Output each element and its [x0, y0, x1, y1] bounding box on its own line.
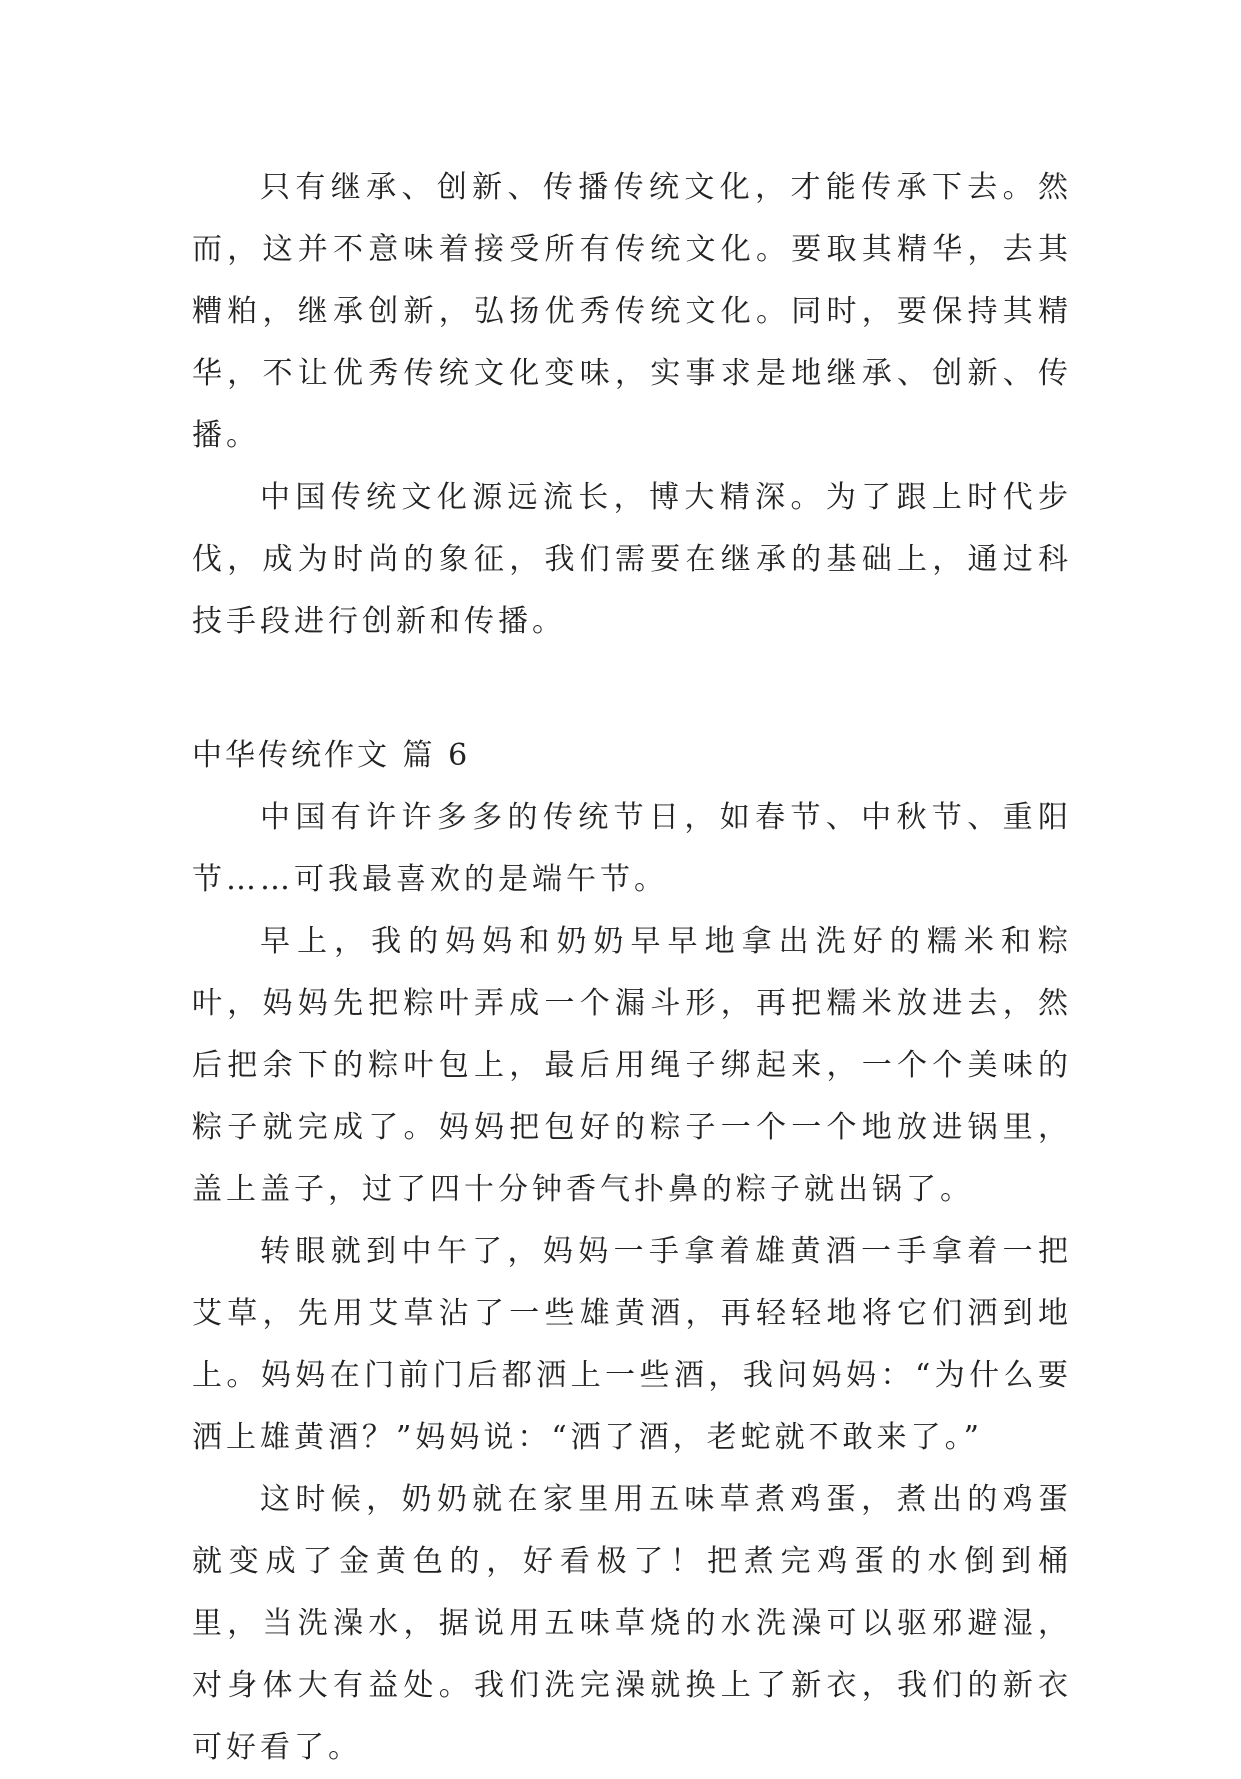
paragraph-inheritance: 只有继承、创新、传播传统文化，才能传承下去。然而，这并不意味着接受所有传统文化。要取其精华，去其糟粕，继承创新，弘扬优秀传统文化。同时，要保持其精华，不让优秀传统文化变味，实事求是地继承、创新、传播。	[192, 170, 1072, 453]
paragraph-festivals: 中国有许许多多的传统节日，如春节、中秋节、重阳节……可我最喜欢的是端午节。	[192, 800, 1072, 897]
paragraph-morning-zongzi: 早上，我的妈妈和奶奶早早地拿出洗好的糯米和粽叶，妈妈先把粽叶弄成一个漏斗形，再把糯米放进去，然后把余下的粽叶包上，最后用绳子绑起来，一个个美味的粽子就完成了。妈妈把包好的粽子一个一个地放进锅里，盖上盖子，过了四十分钟香气扑鼻的粽子就出锅了。	[192, 924, 1072, 1207]
paragraph-grandma-eggs: 这时候，奶奶就在家里用五味草煮鸡蛋，煮出的鸡蛋就变成了金黄色的，好看极了！把煮完鸡蛋的水倒到桶里，当洗澡水，据说用五味草烧的水洗澡可以驱邪避湿，对身体大有益处。我们洗完澡就换上了新衣，我们的新衣可好看了。	[192, 1482, 1072, 1765]
essay-heading: 中华传统作文 篇 6	[192, 738, 471, 773]
paragraph-innovation: 中国传统文化源远流长，博大精深。为了跟上时代步伐，成为时尚的象征，我们需要在继承的基础上，通过科技手段进行创新和传播。	[192, 480, 1072, 639]
paragraph-noon-realgar-wine: 转眼就到中午了，妈妈一手拿着雄黄酒一手拿着一把艾草，先用艾草沾了一些雄黄酒，再轻轻地将它们洒到地上。妈妈在门前门后都洒上一些酒，我问妈妈：“为什么要洒上雄黄酒？”妈妈说：“洒了酒，老蛇就不敢来了。”	[192, 1234, 1072, 1455]
document-body	[192, 157, 1072, 1779]
